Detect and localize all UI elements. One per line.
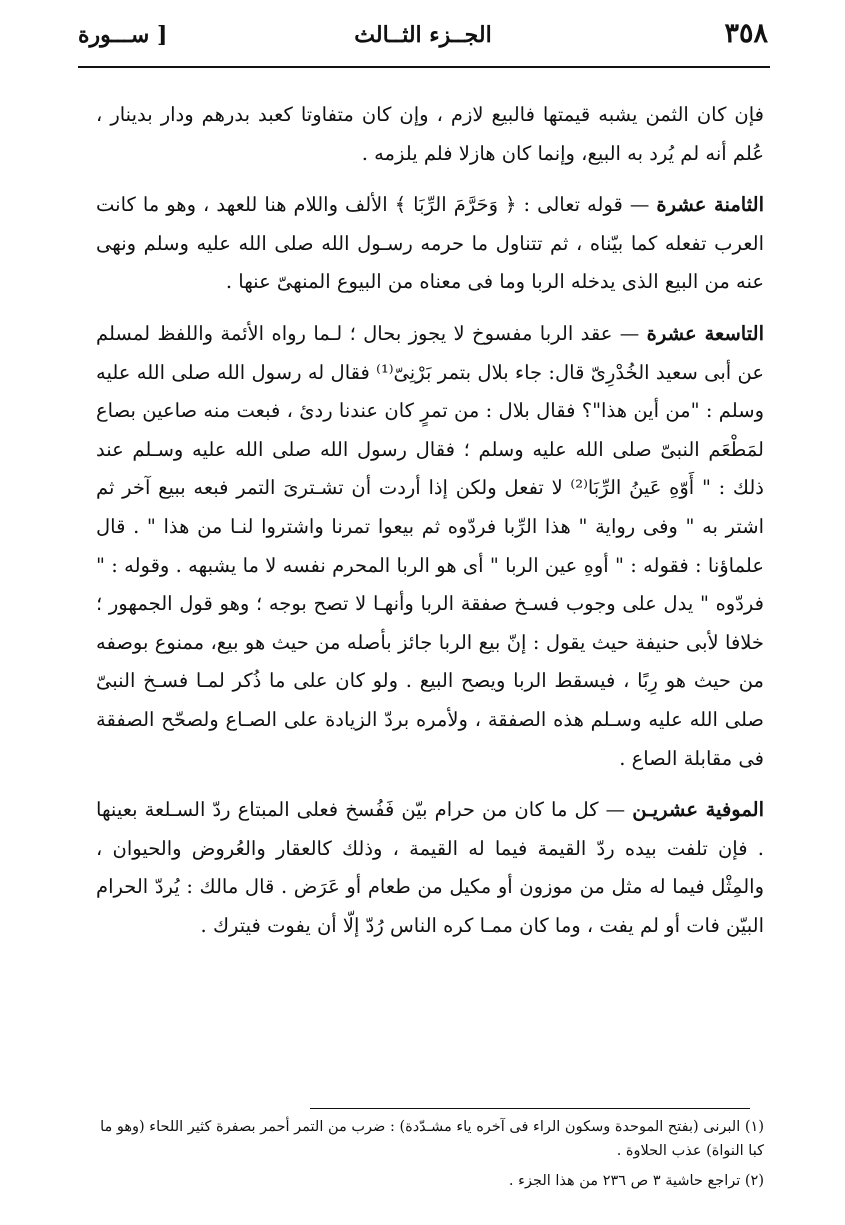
paragraph-lead: التاسعة عشرة xyxy=(646,321,764,345)
paragraph-intro xyxy=(96,96,764,173)
paragraph-nineteenth xyxy=(96,315,764,778)
footnote-2: (٢) تراجع حاشية ٣ ص ٢٣٦ من هذا الجزء . xyxy=(508,1173,764,1189)
footnotes xyxy=(100,1115,764,1199)
footnote-rule xyxy=(310,1108,750,1109)
page-number: ٣٥٨ xyxy=(724,18,768,49)
paragraph-twentieth xyxy=(96,791,764,945)
paragraph-lead: الموفية عشريـن xyxy=(632,798,764,822)
page-header xyxy=(78,18,768,60)
footnote-1: (١) البرنى (بفتح الموحدة وسكون الراء فى آخره ياء مشـدّدة) : ضرب من التمر أحمر بصفرة كثير اللحاء (وهو ما كبا النواة) عذب الحلاوة . xyxy=(100,1119,764,1159)
paragraph-text: — عقد الربا مفسوخ لا يجوز بحال ؛ لـما رواه الأئمة واللفظ لمسلم عن أبى سعيد الخُدْرِىّ قال: جاء بلال بتمر بَرْنِىّ⁽¹⁾ فقال له رسول الله صلى الله عليه وسلم : "من أين هذا"؟ فقال بلال : من تمرٍ كان عندنا ردئ ، فبعت منه صاعين بصاع لمَطْعَم النبىّ صلى الله عليه وسلم ؛ فقال رسول الله صلى الله عليه وسـلم عند ذلك : " أَوّهِ عَينُ الرِّبَا⁽²⁾ لا تفعل ولكن إذا أردت أن تشـترىَ التمر فبعه ببيع آخر ثم اشتر به " وفى رواية " هذا الرِّبا فردّوه ثم بيعوا تمرنا واشتروا لنـا من هذا " . قال علماؤنا : فقوله : " أوهِ عين الربا " أى هو الربا المحرم نفسه لا ما يشبهه . وقوله : " فردّوه " يدل على وجوب فسـخ صفقة الربا وأنهـا لا تصح بوجه ؛ وهو قول الجمهور ؛ خلافا لأبى حنيفة حيث يقول : إنّ بيع الربا جائز بأصله من حيث هو بيع، ممنوع بوصفه من حيث هو رِبًا ، فيسقط الربا ويصح البيع . ولو كان على ما ذُكر لمـا فسـخ النبىّ صلى الله عليه وسـلم هذه الصفقة ، ولأمره بردّ الزيادة على الصـاع ولصحّح الصفقة فى مقابلة الصاع . xyxy=(96,321,764,770)
running-title: الجــزء الثــالث xyxy=(354,22,492,48)
main-text xyxy=(96,96,764,945)
surah-label: [ ســـورة xyxy=(78,22,168,48)
paragraph-text: — كل ما كان من حرام بيّن فَفُسخ فعلى المبتاع ردّ السـلعة بعينها . فإن تلفت بيده ردّ القيمة فيما له القيمة ، وذلك كالعقار والعُروض والحيوان ، والمِثْل فيما له مثل من موزون أو مكيل من طعام أو عَرَض . قال مالك : يُردّ الحرام البيّن فات أو لم يفت ، وما كان ممـا كره الناس رُدّ إلّا أن يفوت فيترك . xyxy=(96,798,764,937)
paragraph-eighteenth xyxy=(96,186,764,302)
paragraph-lead: الثامنة عشرة xyxy=(656,193,764,217)
paragraph-text: فإن كان الثمن يشبه قيمتها فالبيع لازم ، وإن كان متفاوتا كعبد بدرهم ودار بدينار ، عُلم أنه لم يُرد به البيع، وإنما كان هازلا فلم يلزمه . xyxy=(96,103,764,165)
paragraph-text: — قوله تعالى : ﴿ وَحَرَّمَ الرِّبَا ﴾ الألف واللام هنا للعهد ، وهو ما كانت العرب تفعله كما بيّناه ، ثم تتناول ما حرمه رسـول الله صلى الله عليه وسلم ونهى عنه من البيع الذى يدخله الربا وما فى معناه من البيوع المنهىّ عنها . xyxy=(96,193,764,294)
header-rule xyxy=(78,66,770,68)
